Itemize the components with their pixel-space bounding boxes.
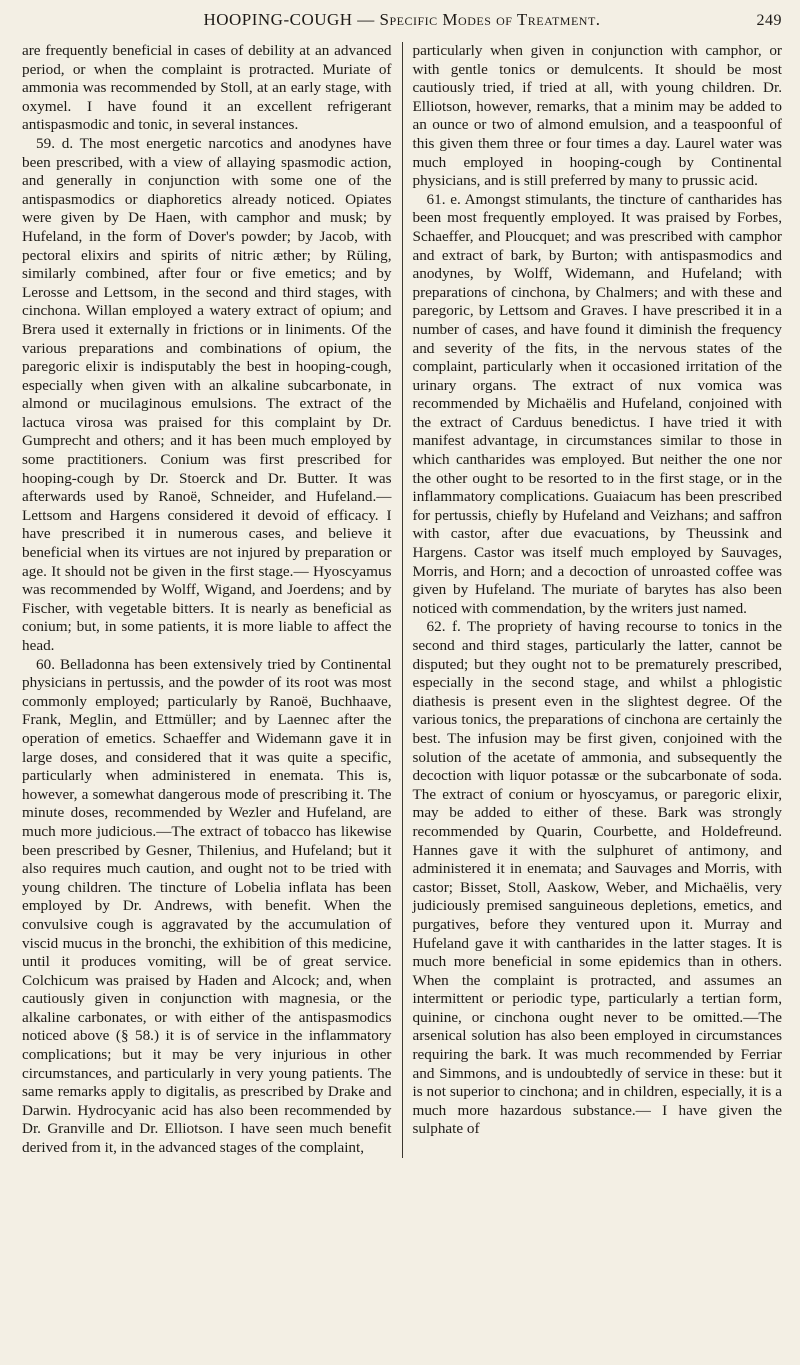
running-head-title: HOOPING-COUGH — Specific Modes of Treatment. (203, 10, 601, 29)
paragraph: 59. d. The most energetic narcotics and anodynes have been prescribed, with a view of allaying spasmodic action, and generally in conjunction with some one of the antispasmodics or diaphoretics already noticed. Opiates were given by De Haen, with camphor and musk; by Hufeland, in the form of Dover's powder; by Jacob, with pectoral elixirs and spirits of nitric æther; by Rüling, similarly combined, after four or five emetics; and by Lerosse and Lettsom, in the second and third stages, with cinchona. Willan employed a watery extract of opium; and Brera used it externally in frictions or in liniments. Of the various preparations and combinations of opium, the paregoric elixir is indisputably the best in hooping-cough, especially when given with an alkaline subcarbonate, in almond or mucilaginous emulsions. The extract of the lactuca virosa was praised for this complaint by Dr. Gumprecht and others; and it has been much employed by some practitioners. Conium was first prescribed for hooping-cough by Dr. Stoerck and Dr. Butter. It was afterwards used by Ranoë, Schneider, and Hufeland.— Lettsom and Hargens considered it devoid of efficacy. I have prescribed it in numerous cases, and believe it beneficial when its virtues are not injured by preparation or age. It should not be given in the first stage.— Hyoscyamus was recommended by Wolff, Wigand, and Joerdens; and by Fischer, with vegetable bitters. It is nearly as beneficial as conium; but, in some patients, it is more liable to affect the head. (22, 134, 392, 654)
right-column (413, 42, 783, 1158)
running-head (22, 10, 782, 38)
page-number: 249 (756, 12, 782, 29)
column-divider (402, 42, 403, 1158)
left-column (22, 42, 392, 1158)
paragraph: 62. f. The propriety of having recourse to tonics in the second and third stages, particularly the latter, cannot be disputed; but they ought not to be prematurely prescribed, especially in the second stage, and whilst a phlogistic diathesis is present even in the slightest degree. Of the various tonics, the preparations of cinchona are certainly the best. The infusion may be first given, conjoined with the solution of the acetate of ammonia, and subsequently the decoction with liquor potassæ or the subcarbonate of soda. The extract of conium or hyoscyamus, or paregoric elixir, may be added to either of these. Bark was strongly recommended by Quarin, Courbette, and Holdefreund. Hannes gave it with the sulphuret of antimony, and administered it in enemata; and Sauvages and Morris, with castor; Bisset, Stoll, Aaskow, Weber, and Michaëlis, very judiciously premised sanguineous depletions, emetics, and purgatives, before they ventured upon it. Murray and Hufeland gave it with cantharides in the latter stages. It is much more beneficial in some epidemics than in others. When the complaint is protracted, and assumes an intermittent or periodic type, particularly a tertian form, quinine, or cinchona ought never to be omitted.—The arsenical solution has also been employed in circumstances requiring the bark. It was much recommended by Ferriar and Simmons, and is undoubtedly of service in these: but it is not superior to cinchona; and in children, especially, it is a much more hazardous substance.— I have given the sulphate of (412, 618, 782, 1138)
paragraph: are frequently beneficial in cases of debility at an advanced period, or when the complaint is protracted. Muriate of ammonia was recommended by Stoll, at an early stage, with oxymel. I have found it an excellent refrigerant antispasmodic and tonic, in several instances. (22, 42, 392, 134)
text-columns (22, 42, 782, 1158)
paragraph: 61. e. Amongst stimulants, the tincture of cantharides has been most frequently employed. It was praised by Forbes, Schaeffer, and Ploucquet; and was prescribed with camphor and extract of bark, by Burton; with antispasmodics and anodynes, by Wolff, Widemann, and Hufeland; with preparations of cinchona, by Chalmers; and with these and paregoric, by Lettsom and Graves. I have prescribed it in a number of cases, and have found it diminish the frequency and severity of the fits, in the nervous states of the complaint, particularly when it occasioned irritation of the urinary organs. The extract of nux vomica was recommended by Michaëlis and Hufeland, conjoined with the extract of Carduus benedictus. I have tried it with manifest advantage, in circumstances similar to those in which cantharides was employed. But neither the one nor the other ought to be resorted to in the first stage, or in the inflammatory complications. Guaiacum has been prescribed for pertussis, chiefly by Hufeland and Veizhans; and saffron with castor, after due evacuations, by Theussink and Hargens. Castor was itself much employed by Sauvages, Morris, and Horn; and a decoction of unroasted coffee was given by Hufeland. The muriate of barytes has also been noticed with commendation, by the writers just named. (412, 190, 782, 617)
paragraph: particularly when given in conjunction with camphor, or with gentle tonics or demulcents. It should be most cautiously tried, if tried at all, with young children. Dr. Elliotson, however, remarks, that a minim may be added to an ounce or two of almond emulsion, and a teaspoonful of this given them three or four times a day. Laurel water was much employed in hooping-cough by Continental physicians, and is still preferred by many to prussic acid. (412, 42, 782, 190)
paragraph: 60. Belladonna has been extensively tried by Continental physicians in pertussis, and the powder of its root was most commonly employed; particularly by Ranoë, Buchhaave, Frank, Meglin, and Ettmüller; and by Laennec after the operation of emetics. Schaeffer and Widemann gave it in large doses, and considered that it was quite a specific, particularly when administered in enemata. This is, however, a somewhat dangerous mode of prescribing it. The minute doses, recommended by Wezler and Hufeland, are much more judicious.—The extract of tobacco has likewise been prescribed by Gesner, Thilenius, and Hufeland; but it also requires much caution, and ought not to be tried with young children. The tincture of Lobelia inflata has been employed by Dr. Andrews, with benefit. When the convulsive cough is aggravated by the accumulation of viscid mucus in the bronchi, the exhibition of this medicine, until it produces vomiting, will be of great service. Colchicum was praised by Haden and Alcock; and, when cautiously given in conjunction with magnesia, or the alkaline carbonates, or with either of the antispasmodics noticed above (§ 58.) it is of service in the inflammatory complications; but it may be very injurious in other circumstances, and particularly in very young patients. The same remarks apply to digitalis, as prescribed by Drake and Darwin. Hydrocyanic acid has also been recommended by Dr. Granville and Dr. Elliotson. I have seen much benefit derived from it, in the advanced stages of the complaint, (22, 655, 392, 1157)
